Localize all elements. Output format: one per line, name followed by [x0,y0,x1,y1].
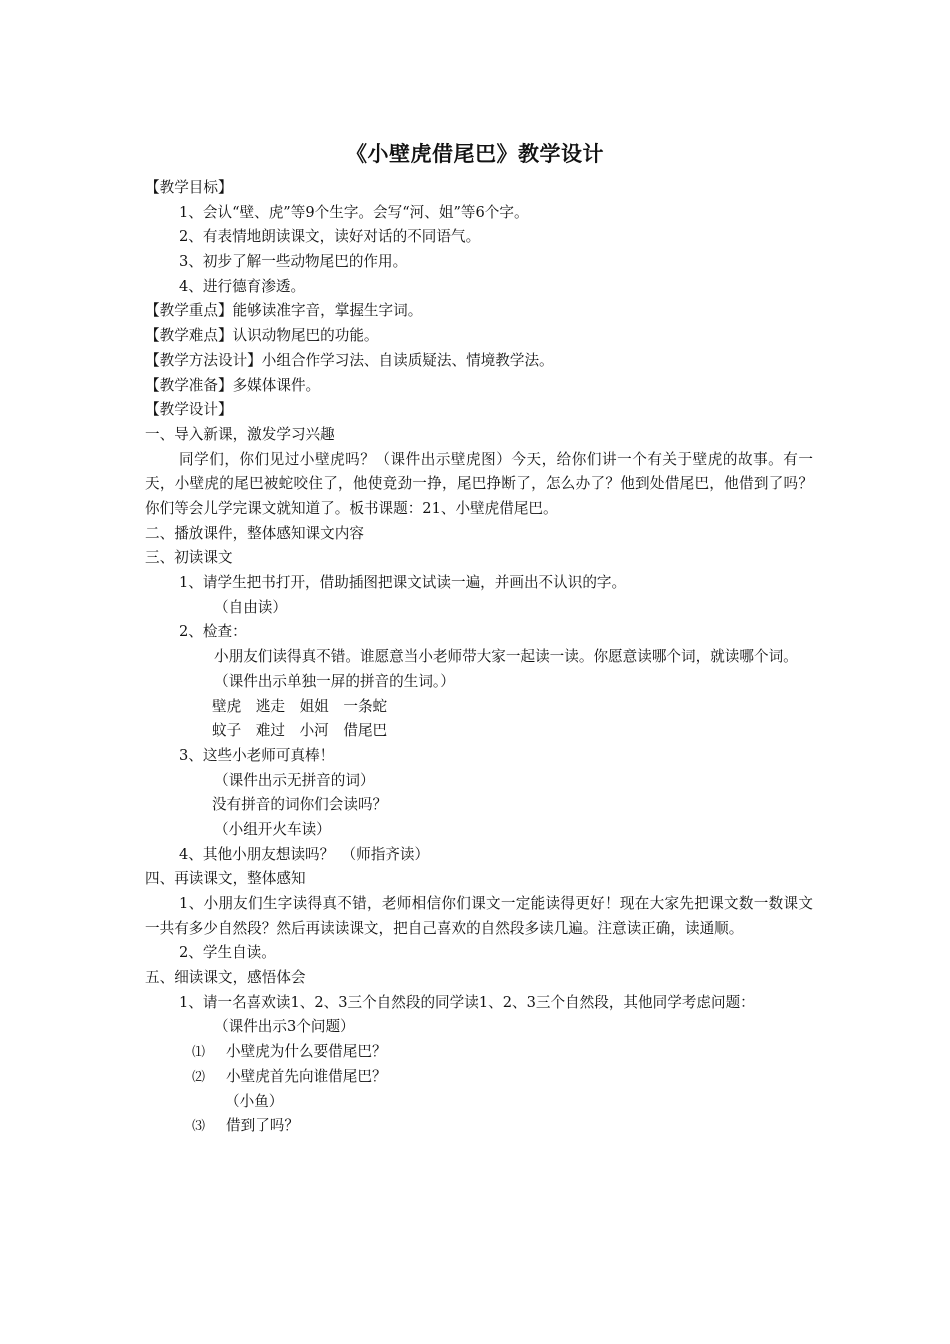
line-text: 4、进行德育渗透。 [179,277,306,295]
line-text: 2、有表情地朗读课文，读好对话的不同语气。 [179,228,481,246]
text-line [145,670,813,695]
text-line [145,176,813,201]
text-line [145,324,813,349]
line-text: 【教学目标】 [145,179,233,196]
line-text: 3、这些小老师可真棒！ [179,746,335,764]
text-line [145,1040,813,1065]
text-line [145,1065,813,1090]
text-line [145,1015,813,1040]
question-number: ⑴ [192,1045,206,1061]
text-line [145,349,813,374]
text-line [145,719,813,744]
text-line [145,966,813,991]
line-text: 没有拼音的词你们会读吗？ [212,796,388,814]
line-text: 借到了吗？ [226,1117,299,1135]
text-line [145,818,813,843]
line-text: 【教学难点】认识动物尾巴的功能。 [145,327,379,345]
line-text: 1、请一名喜欢读1、2、3三个自然段的同学读1、2、3三个自然段，其他同学考虑问题： [179,993,755,1011]
line-text: （课件出示3个问题） [214,1018,355,1036]
text-line [145,571,813,596]
line-text: 2、检查： [179,623,247,641]
line-text: 3、初步了解一些动物尾巴的作用。 [179,253,408,271]
question-number: ⑶ [192,1119,206,1135]
line-text: 【教学重点】能够读准字音，掌握生字词。 [145,302,423,320]
text-line [145,596,813,621]
text-line [145,744,813,769]
text-line [145,225,813,250]
text-line [145,374,813,399]
text-line [145,892,813,941]
text-line [145,991,813,1016]
line-text: （小鱼） [225,1092,284,1110]
line-text: （课件出示无拼音的词） [214,771,375,789]
line-text: （自由读） [214,598,287,616]
text-line [145,522,813,547]
document-body [145,176,813,1139]
line-text: （小组开火车读） [214,820,331,838]
line-text: 【教学准备】多媒体课件。 [145,376,321,394]
line-text: 四、再读课文，整体感知 [145,870,306,888]
text-line [145,1114,813,1139]
text-line [145,423,813,448]
line-text: 4、其他小朋友想读吗？ （师指齐读） [179,845,430,863]
text-line [145,250,813,275]
text-line [145,645,813,670]
text-line [145,398,813,423]
text-line [145,843,813,868]
line-text: 小朋友们读得真不错。谁愿意当小老师带大家一起读一读。你愿意读哪个词，就读哪个词。 [214,648,798,666]
line-text: 蚊子 难过 小河 借尾巴 [212,722,388,740]
text-line [145,1090,813,1115]
text-line [145,620,813,645]
line-text: 五、细读课文，感悟体会 [145,969,306,987]
text-line [145,448,813,522]
line-text: 二、播放课件，整体感知课文内容 [145,524,364,542]
line-text: 1、小朋友们生字读得真不错，老师相信你们课文一定能读得更好！现在大家先把课文数一数课文一共有多少自然段？然后再读读课文，把自己喜欢的自然段多读几遍。注意读正确，读通顺。 [145,895,813,937]
line-text: （课件出示单独一屏的拼音的生词。） [214,672,455,690]
text-line [145,201,813,226]
question-number: ⑵ [192,1069,206,1085]
text-line [145,695,813,720]
line-text: 1、会认“壁、虎”等9个生字。会写“河、姐”等6个字。 [179,203,529,221]
text-line [145,941,813,966]
text-line [145,275,813,300]
line-text: 2、学生自读。 [179,944,276,962]
text-line [145,793,813,818]
text-line [145,867,813,892]
text-line [145,769,813,794]
line-text: 一、导入新课，激发学习兴趣 [145,425,335,443]
line-text: 1、请学生把书打开，借助插图把课文试读一遍，并画出不认识的字。 [179,574,627,592]
text-line [145,546,813,571]
line-text: 三、初读课文 [145,549,233,567]
text-line [145,299,813,324]
line-text: 同学们，你们见过小壁虎吗？（课件出示壁虎图）今天，给你们讲一个有关于壁虎的故事。有一天，小壁虎的尾巴被蛇咬住了，他使竟劲一挣，尾巴挣断了，怎么办了？他到处借尾巴，他借到了吗？你们等会儿学完课文就知道了。板书课题：21、小壁虎借尾巴。 [145,450,813,517]
line-text: 小壁虎为什么要借尾巴？ [226,1043,387,1061]
line-text: 【教学方法设计】小组合作学习法、自读质疑法、情境教学法。 [145,351,554,369]
line-text: 小壁虎首先向谁借尾巴？ [226,1067,387,1085]
line-text: 壁虎 逃走 姐姐 一条蛇 [212,697,388,715]
line-text: 【教学设计】 [145,401,233,419]
document-title: 《小壁虎借尾巴》教学设计 [346,142,604,166]
